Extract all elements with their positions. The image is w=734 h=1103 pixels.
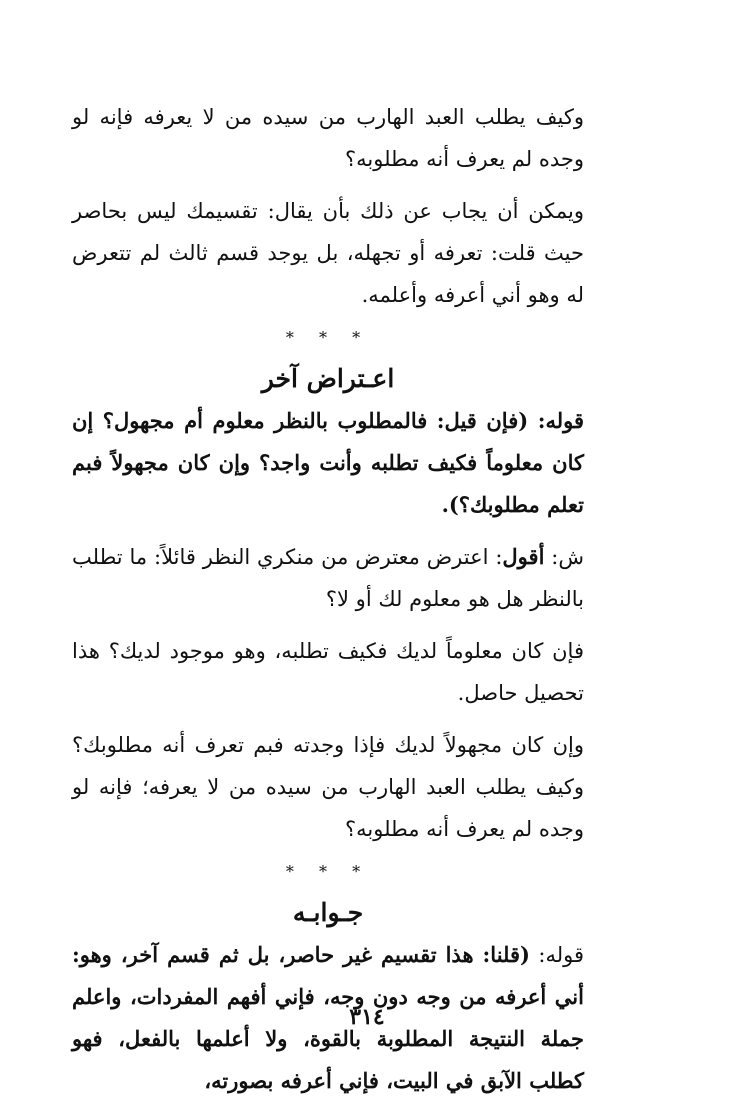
section-divider-stars-2: * * * bbox=[285, 862, 371, 881]
page-body bbox=[72, 96, 584, 1102]
paragraph-2: ويمكن أن يجاب عن ذلك بأن يقال: تقسيمك ليس بحاصر حيث قلت: تعرفه أو تجهله، بل يوجد قسم ثالث لم تتعرض له وهو أني أعرفه وأعلمه. bbox=[72, 199, 584, 307]
page-number: ٣١٤ bbox=[349, 1004, 385, 1030]
paragraph-3-quote: قوله: (فإن قيل: فالمطلوب بالنظر معلوم أم مجهول؟ إن كان معلوماً فكيف تطلبه وأنت واجد؟ وإن كان مجهولاً فبم تعلم مطلوبك؟). bbox=[72, 408, 584, 517]
paragraph-4-bold-word: أقول bbox=[502, 544, 545, 569]
section-heading-another-objection: اعـتراض آخر bbox=[261, 364, 395, 393]
paragraph-6: وإن كان مجهولاً لديك فإذا وجدته فبم تعرف أنه مطلوبك؟ وكيف يطلب العبد الهارب من سيده من لا يعرفه؛ فإنه لو وجده لم يعرف أنه مطلوبه؟ bbox=[72, 733, 584, 841]
paragraph-4-text: : اعترض معترض من منكري النظر قائلاً: ما تطلب بالنظر هل هو معلوم لك أو لا؟ bbox=[72, 545, 584, 611]
paragraph-5: فإن كان معلوماً لديك فكيف تطلبه، وهو موجود لديك؟ هذا تحصيل حاصل. bbox=[72, 639, 584, 705]
paragraph-4-prefix: ش: bbox=[544, 545, 584, 569]
section-heading-answer: جـوابـه bbox=[292, 898, 364, 927]
paragraph-7-bold-quote: (قلنا: هذا تقسيم غير حاصر، بل ثم قسم آخر، وهو: أني أعرفه من وجه دون وجه، فإني أفهم المفردات، واعلم جملة النتيجة المطلوبة بالقوة، ولا أعلمها بالفعل، فهو كطلب الآبق في البيت، فإني أعرفه بصورته، bbox=[72, 942, 584, 1093]
paragraph-7-prefix: قوله: bbox=[529, 943, 584, 967]
paragraph-4 bbox=[72, 536, 584, 620]
paragraph-1: وكيف يطلب العبد الهارب من سيده من لا يعرفه فإنه لو وجده لم يعرف أنه مطلوبه؟ bbox=[72, 105, 584, 171]
section-divider-stars-1: * * * bbox=[285, 328, 371, 347]
